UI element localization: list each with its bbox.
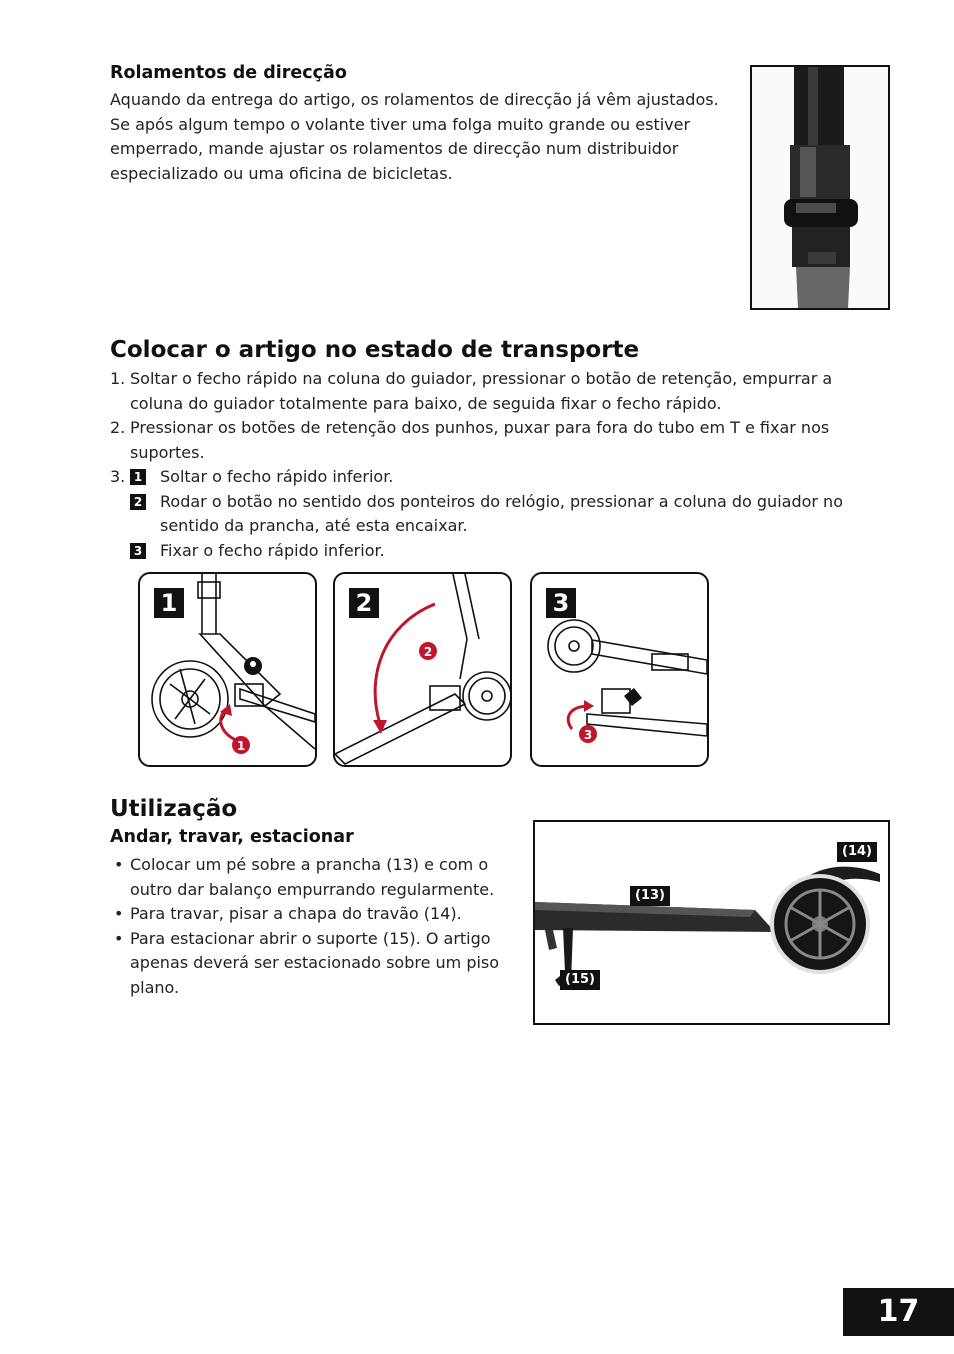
step-marker: 3: [583, 728, 593, 742]
substep-number-box: 2: [130, 494, 146, 510]
step-item: [110, 416, 870, 465]
substep-item: [110, 465, 870, 490]
step-marker: 1: [236, 739, 246, 753]
transport-heading: Colocar o artigo no estado de transporte: [110, 337, 640, 363]
list-item: • Para travar, pisar a chapa do travão (14).: [110, 902, 508, 927]
substep-text: Rodar o botão no sentido dos ponteiros do relógio, pressionar a coluna do guiador no sentido da prancha, até esta encaixar.: [160, 491, 843, 535]
list-item: • Colocar um pé sobre a prancha (13) e com o outro dar balanço empurrando regularmente.: [110, 853, 508, 902]
usage-heading: Utilização: [110, 796, 238, 822]
usage-subheading: Andar, travar, estacionar: [110, 827, 354, 847]
substep-text: Fixar o fecho rápido inferior.: [160, 540, 385, 560]
step-number: 2.: [110, 418, 126, 437]
steering-bearing-photo: [750, 65, 890, 310]
step-text: Pressionar os botões de retenção dos punhos, puxar para fora do tubo em T e fixar nos suportes.: [130, 418, 830, 462]
brake-callout: (14): [837, 842, 877, 862]
stand-callout: (15): [560, 970, 600, 990]
panel-label: 1: [154, 588, 184, 618]
deck-callout: (13): [630, 886, 670, 906]
step-number: 1.: [110, 369, 126, 388]
fold-step-3-illustration: [530, 572, 709, 767]
step-number: 3.: [110, 467, 126, 486]
transport-steps: [110, 367, 870, 563]
step-item: [110, 367, 870, 416]
list-item: • Para estacionar abrir o suporte (15). O artigo apenas deverá ser estacionado sobre um piso plano.: [110, 927, 508, 1001]
fold-step-1-illustration: [138, 572, 317, 767]
bearings-text: Aquando da entrega do artigo, os rolamentos de direcção já vêm ajustados. Se após algum tempo o volante tiver uma folga muito grande ou estiver emperrado, mande ajustar os rolamentos de direcção num distribuidor especializado ou uma oficina de bicicletas.: [110, 90, 719, 183]
step-marker: 2: [423, 645, 433, 659]
step-text: Soltar o fecho rápido na coluna do guiador, pressionar o botão de retenção, empurrar a coluna do guiador totalmente para baixo, de seguida fixar o fecho rápido.: [130, 369, 833, 413]
substep-text: Soltar o fecho rápido inferior.: [160, 467, 394, 486]
fold-step-2-illustration: [333, 572, 512, 767]
scooter-photo: [533, 820, 890, 1025]
page-number: 17: [843, 1288, 954, 1336]
usage-bullet-list: [110, 853, 508, 1000]
substep-item: [110, 539, 870, 564]
substep-number-box: 1: [130, 469, 146, 485]
substep-number-box: 3: [130, 543, 146, 559]
bearings-heading: Rolamentos de direcção: [110, 63, 347, 83]
panel-label: 2: [349, 588, 379, 618]
substep-item: [110, 490, 870, 539]
panel-label: 3: [546, 588, 576, 618]
